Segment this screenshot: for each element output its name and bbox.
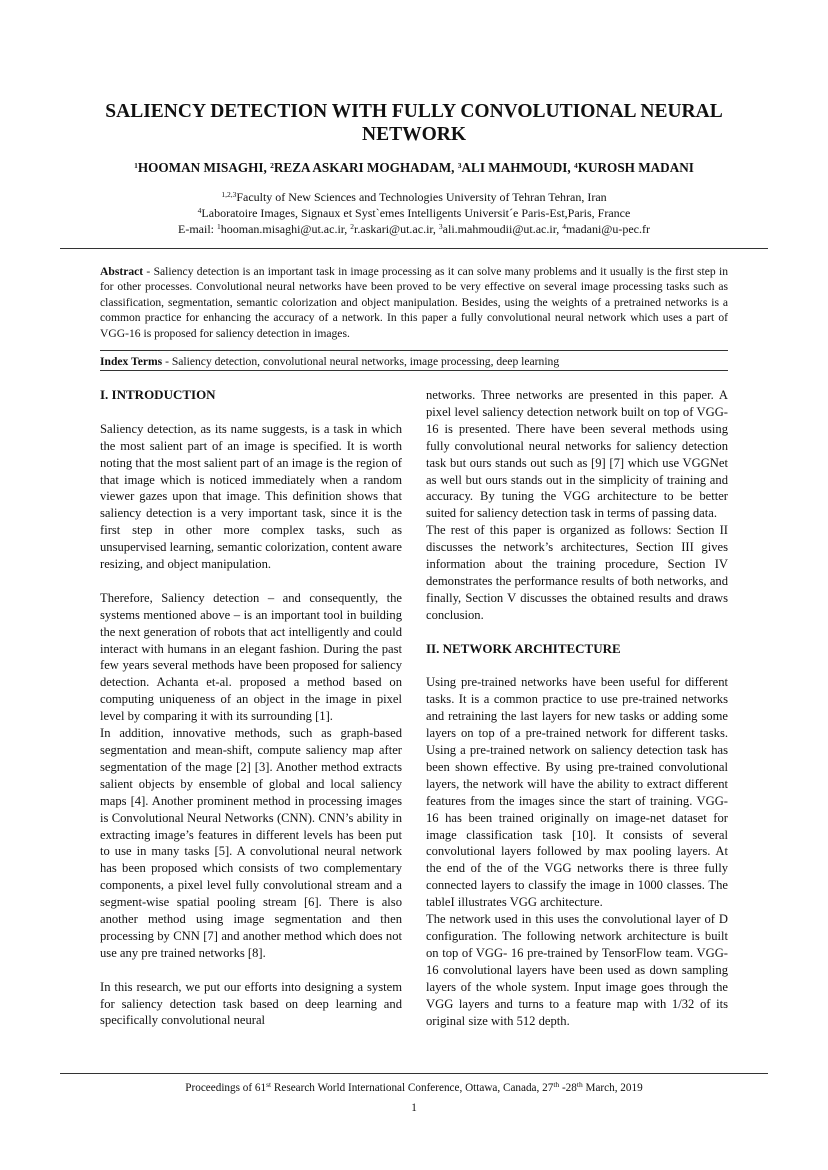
author-2-name: REZA ASKARI MOGHADAM, (273, 160, 458, 175)
header-divider (60, 248, 768, 249)
abstract-text: - Saliency detection is an important task in image processing as it can solve many problems and it usually is the first step in for other processes. Convolutional neural networks have been proved to be very effective on several image processing tasks such as classification, segmentation, semantic colorization and object manipulation. Besides, using the weights of a pretrained networks is a common practice for enhancing the accuracy of a network. In this paper a fully convolutional neural network which uses a part of VGG-16 is proposed for saliency detection in images. (100, 265, 728, 340)
email-label: E-mail: (178, 222, 217, 236)
paper-title: SALIENCY DETECTION WITH FULLY CONVOLUTIONAL NEURAL NETWORK (105, 101, 723, 145)
email-1[interactable]: hooman.misaghi@ut.ac.ir, (220, 222, 351, 236)
index-terms-label: Index Terms (100, 355, 163, 368)
architecture-paragraph-2: The network used in this uses the convolutional layer of D configuration. The following network architecture is built on top of VGG- 16 pre-trained by TensorFlow team. VGG-16 convolutional layers have been used as down sampling layers of the whole system. Input image goes through the VGG layers and turns to a feature map with 1/32 of its original size with 512 depth. (426, 912, 728, 1028)
author-1-sup: 1 (134, 161, 138, 170)
footer-divider (60, 1073, 768, 1074)
intro-paragraph-2: Therefore, Saliency detection – and consequently, the systems mentioned above – is an important tool in building the next generation of robots that act intelligently and could interact with humans in an elegant fashion. During the past few years several methods have been proposed for saliency detection. Achanta et-al. proposed a method based on computing uniqueness of an object in the image in pixel level by comparing it with its surrounding [1]. (100, 590, 402, 724)
footer-sup-3: th (576, 1080, 583, 1089)
email-3[interactable]: ali.mahmoudii@ut.ac.ir, (442, 222, 563, 236)
email-4-sup: 4 (562, 222, 566, 231)
email-1-sup: 1 (217, 222, 221, 231)
footer-sup-1: st (266, 1080, 272, 1089)
email-4[interactable]: madani@u-pec.fr (565, 222, 650, 236)
author-2-sup: 2 (270, 161, 274, 170)
email-3-sup: 3 (438, 222, 443, 231)
architecture-paragraph-1: Using pre-trained networks have been useful for different tasks. It is a common practice to use pre-trained networks and retraining the last layers for new tasks or adding some layers on top of a pre-trained network for different tasks. Using a pre-trained network on saliency detection task has been shown effective. By using pre-trained convolutional layers, the network will have the ability to extract different features from the images since the start of training. VGG-16 has been trained originally on image-net dataset for image classification task [10]. It consists of several convolutional layers followed by max pooling layers. At the end of the of the VGG networks there is three fully connected layers to classify the image in 1000 classes. The tableI illustrates VGG architecture. (426, 675, 728, 910)
footer-pre: Proceedings of 61 (185, 1082, 267, 1094)
intro-paragraph-4-continued: networks. Three networks are presented in this paper. A pixel level saliency detection network built on top of VGG-16 is presented. There have been several methods using fully convolutional neural networks for saliency detection task but ours stands out such as [9] [7] which use VGGNet as well but ours stands out in the simplicity of training and accuracy. By tuning the VGG architecture to be better suited for saliency detection task in terms of passing data. (426, 388, 728, 521)
index-terms (100, 354, 728, 369)
footer-dash: -28 (559, 1082, 577, 1094)
author-4-sup: 4 (574, 161, 578, 170)
page-number: 1 (411, 1102, 417, 1114)
affiliation-2-sup: 4 (197, 206, 202, 215)
footer-sup-2: th (553, 1080, 560, 1089)
email-line (70, 221, 758, 237)
affiliations (70, 189, 758, 237)
email-2-sup: 2 (350, 222, 355, 231)
affiliation-1 (70, 189, 758, 205)
index-terms-bottom-rule (100, 370, 728, 371)
intro-paragraph-1: Saliency detection, as its name suggests, is a task in which the most salient part of an image is specified. It is worth noting that the most salient part of an image is the region of that image which is noticed immediately when a random viewer gazes upon that image. This definition shows that saliency detection is a very important task, since it is the first step in other more complex tasks, such as unsupervised learning, semantic colorization, content aware resizing, and object manipulation. (100, 421, 402, 572)
architecture-heading: II. NETWORK ARCHITECTURE (426, 640, 621, 656)
left-column (100, 387, 402, 1029)
author-1-name: HOOMAN MISAGHI, (137, 160, 271, 175)
affiliation-2-text: Laboratoire Images, Signaux et Syst`emes Intelligents Universit´e Paris-Est,Paris, France (201, 206, 631, 220)
author-3-sup: 3 (457, 161, 462, 170)
author-4-name: KUROSH MADANI (577, 160, 694, 175)
abstract (100, 264, 728, 341)
intro-paragraph-5: The rest of this paper is organized as follows: Section II discusses the network’s architectures, Section III gives information about the training procedure, Section IV demonstrates the performance results of both networks, and finally, Section V discusses the obtained results and draws conclusion. (426, 523, 728, 622)
affiliation-2 (70, 205, 758, 221)
intro-heading: I. INTRODUCTION (100, 387, 216, 402)
right-column (426, 387, 728, 1029)
abstract-label: Abstract (100, 265, 144, 278)
author-list (40, 160, 788, 176)
proceedings-footer (60, 1082, 768, 1094)
footer-mid: Research World International Conference, Ottawa, Canada, 27 (271, 1082, 554, 1094)
intro-paragraph-4: In this research, we put our efforts into designing a system for saliency detection task based on deep learning and specifically convolutional neural (100, 979, 402, 1028)
email-2[interactable]: r.askari@ut.ac.ir, (354, 222, 439, 236)
index-terms-top-rule (100, 350, 728, 351)
affiliation-1-text: Faculty of New Sciences and Technologies University of Tehran Tehran, Iran (236, 190, 607, 204)
affiliation-1-sup: 1,2,3 (221, 190, 237, 199)
index-terms-text: - Saliency detection, convolutional neural networks, image processing, deep learning (162, 355, 560, 368)
footer-post: March, 2019 (582, 1082, 643, 1094)
author-3-name: ALI MAHMOUDI, (461, 160, 574, 175)
intro-paragraph-3: In addition, innovative methods, such as graph-based segmentation and mean-shift, compute saliency map after segmentation of the mage [2] [3]. Another method extracts salient objects by ensemble of global and local saliency maps [4]. Another prominent method in processing images is Convolutional Neural Networks (CNN). CNN’s ability in extracting image’s features in different levels has been put to use in many tasks [5]. A convolutional neural network has been proposed which consists of two complementary components, a pixel level fully convolutional stream and a segment-wise spatial pooling stream [6]. There is also another method using image segmentation and then processing by CNN [7] and another method which does not use any pre trained networks [8]. (100, 726, 402, 960)
